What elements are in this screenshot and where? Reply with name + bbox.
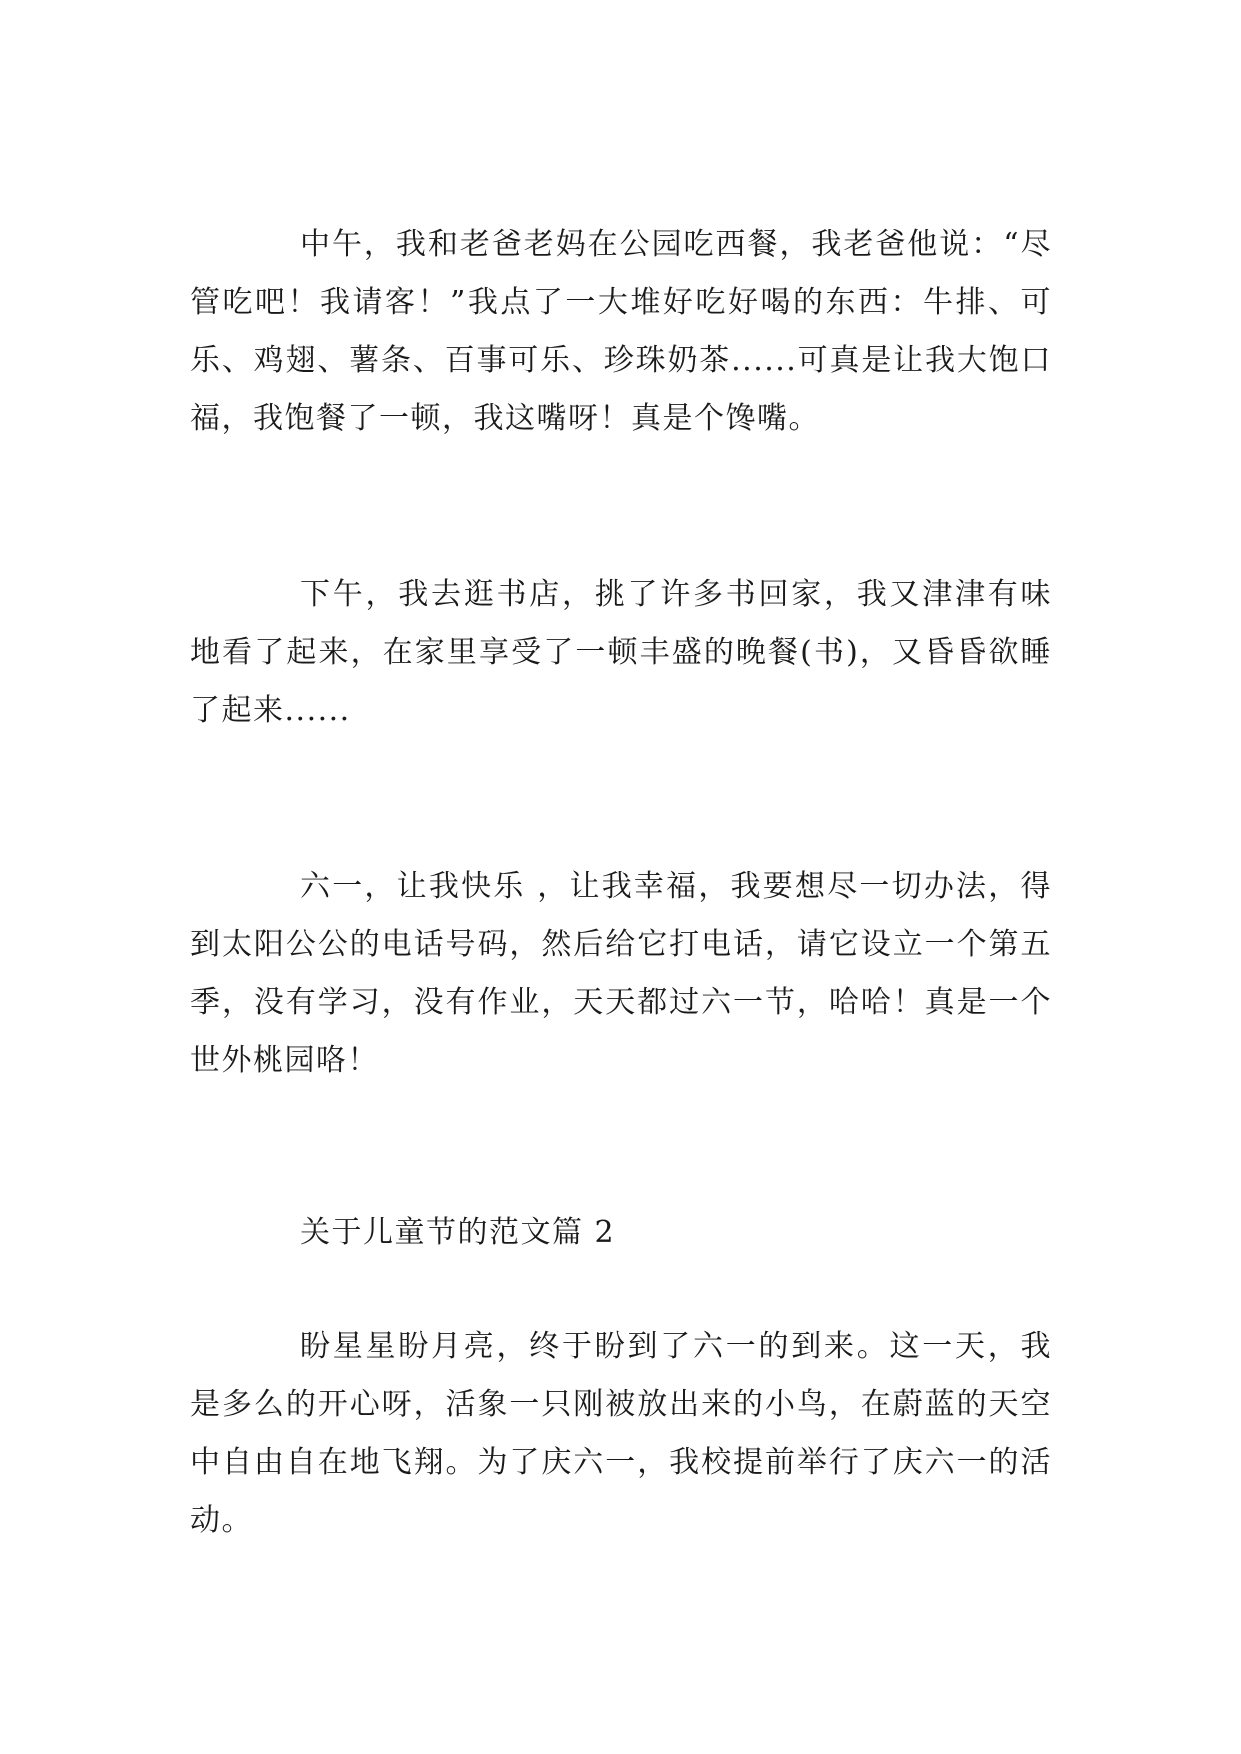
section-heading: 关于儿童节的范文篇 2 (300, 1215, 616, 1250)
paragraph-lunch: 中午，我和老爸老妈在公园吃西餐，我老爸他说：“尽管吃吧！我请客！”我点了一大堆好吃好喝的东西：牛排、可乐、鸡翅、薯条、百事可乐、珍珠奶茶......可真是让我大饱口福，我饱餐了一顿，我这嘴呀！真是个馋嘴。 (190, 227, 1052, 436)
paragraph-wish: 六一，让我快乐 ，让我幸福，我要想尽一切办法，得到太阳公公的电话号码，然后给它打电话，请它设立一个第五季，没有学习，没有作业，天天都过六一节，哈哈！真是一个世外桃园咯！ (190, 869, 1052, 1078)
paragraph-afternoon: 下午，我去逛书店，挑了许多书回家，我又津津有味地看了起来，在家里享受了一顿丰盛的晚餐(书)，又昏昏欲睡了起来...... (190, 577, 1052, 728)
paragraph-section-intro: 盼星星盼月亮，终于盼到了六一的到来。这一天，我是多么的开心呀，活象一只刚被放出来的小鸟，在蔚蓝的天空中自由自在地飞翔。为了庆六一，我校提前举行了庆六一的活动。 (190, 1329, 1052, 1538)
